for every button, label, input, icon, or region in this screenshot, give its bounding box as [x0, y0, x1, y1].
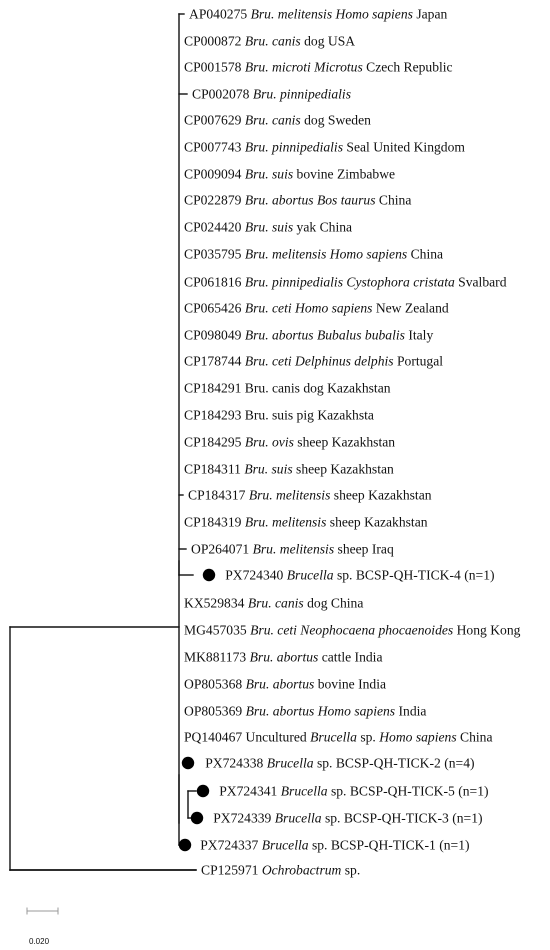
taxon-label — [184, 381, 391, 396]
taxon-label-part: CP061816 — [184, 274, 245, 290]
taxon-label-part: CP184291 Bru. canis dog Kazakhstan — [184, 380, 391, 396]
taxon-label-part: Bru. suis — [244, 219, 294, 235]
taxon-label-part: CP002078 — [192, 86, 253, 102]
taxon-label — [184, 354, 443, 369]
sample-marker-icon — [179, 839, 191, 851]
taxon-label-part: MG457035 — [184, 622, 251, 638]
taxon-label-part: Bru. abortus — [245, 676, 315, 692]
taxon-label-part: Bru. melitensis Homo sapiens — [250, 6, 413, 22]
taxon-label-part: Homo sapiens — [379, 729, 457, 745]
taxon-label-part: Bru. canis — [244, 112, 301, 128]
taxon-t12 — [184, 301, 449, 316]
taxon-t33 — [10, 863, 360, 878]
taxon-label-part: Japan — [412, 6, 448, 22]
sample-marker-icon — [197, 785, 209, 797]
taxon-t25 — [184, 650, 383, 665]
taxon-label-part: yak China — [293, 219, 353, 235]
taxon-label-part: sp. BCSP-QH-TICK-4 (n=1) — [333, 567, 495, 583]
taxon-label — [184, 650, 383, 665]
taxon-t22 — [179, 568, 495, 584]
taxon-label-part: CP009094 — [184, 166, 245, 182]
taxon-label — [184, 140, 465, 155]
taxon-t02 — [184, 34, 355, 49]
taxon-label — [205, 756, 474, 772]
taxon-label-part: Brucella — [280, 783, 328, 799]
taxon-label-part: Bru. suis — [244, 461, 293, 477]
taxon-label-part: Bru. suis — [244, 166, 294, 182]
taxon-label — [184, 167, 395, 182]
taxon-t27 — [184, 704, 426, 719]
taxon-label-part: Bru. melitensis Homo sapiens — [244, 246, 408, 262]
taxon-label-part: OP805368 — [184, 676, 246, 692]
taxon-label — [184, 677, 386, 692]
taxon-t29 — [182, 756, 475, 772]
taxon-label — [184, 301, 449, 316]
taxon-t20 — [184, 515, 428, 530]
taxon-t11 — [184, 275, 507, 290]
taxon-label — [189, 7, 447, 22]
taxon-label-part: Hong Kong — [453, 622, 521, 638]
taxon-label — [184, 247, 443, 262]
taxon-label-part: PQ140467 Uncultured — [184, 729, 311, 745]
taxon-label-part: Bru. ceti Neophocaena phocaenoides — [250, 622, 454, 638]
taxon-label-part: PX724338 — [205, 755, 267, 771]
taxon-t26 — [184, 677, 386, 692]
taxon-label — [184, 408, 374, 423]
taxon-label-part: Brucella — [266, 755, 314, 771]
taxon-label-part: CP184319 — [184, 514, 245, 530]
sample-marker-icon — [182, 757, 194, 769]
taxon-label-part: Bru. microti Microtus — [244, 59, 363, 75]
taxon-label-part: Brucella — [274, 810, 322, 826]
taxon-t03 — [184, 60, 453, 75]
taxon-label — [184, 193, 411, 208]
taxon-label-part: sp. BCSP-QH-TICK-2 (n=4) — [313, 755, 475, 771]
taxon-label — [200, 838, 469, 854]
taxon-label-part: Bru. ceti Delphinus delphis — [244, 353, 394, 369]
taxon-label-part: sp. — [356, 729, 380, 745]
taxon-label-part: CP184311 — [184, 461, 245, 477]
taxon-label — [184, 34, 355, 49]
taxon-label-part: Bru. melitensis — [248, 487, 331, 503]
taxon-label-part: sp. — [341, 862, 361, 878]
taxon-label-part: MK881173 — [184, 649, 250, 665]
taxon-label-part: AP040275 — [189, 6, 251, 22]
taxon-t28 — [184, 730, 493, 745]
taxon-label-part: bovine Zimbabwe — [293, 166, 396, 182]
taxon-label-part: sp. BCSP-QH-TICK-5 (n=1) — [327, 783, 489, 799]
taxon-label — [219, 784, 488, 800]
taxon-label-part: Bru. pinnipedialis — [252, 86, 351, 102]
taxon-label-part: CP184293 Bru. suis pig Kazakhsta — [184, 407, 374, 423]
taxon-label — [184, 328, 433, 343]
taxon-label-part: KX529834 — [184, 595, 248, 611]
taxon-label-part: Bru. abortus Bubalus bubalis — [244, 327, 405, 343]
taxon-label — [225, 568, 494, 584]
taxon-label-part: dog China — [303, 595, 364, 611]
taxon-label-part: Bru. canis — [244, 33, 301, 49]
scale-bar-group — [27, 908, 58, 946]
taxon-label-part: Bru. abortus Bos taurus — [244, 192, 376, 208]
taxon-label-part: sp. BCSP-QH-TICK-1 (n=1) — [308, 837, 470, 853]
taxon-label-part: OP805369 — [184, 703, 246, 719]
taxon-label-part: Czech Republic — [362, 59, 453, 75]
taxon-label-part: Bru. melitensis — [244, 514, 327, 530]
taxon-label-part: Portugal — [393, 353, 444, 369]
taxon-label-part: Bru. pinnipedialis — [244, 139, 343, 155]
taxon-label-part: sheep Kazakhstan — [330, 487, 432, 503]
tree-leaves — [10, 7, 521, 878]
taxon-t13 — [184, 328, 433, 343]
taxon-label — [188, 488, 432, 503]
taxon-label-part: Bru. canis — [247, 595, 304, 611]
taxon-label-part: Bru. ovis — [244, 434, 294, 450]
taxon-label-part: India — [395, 703, 427, 719]
taxon-label-part: CP125971 — [201, 862, 262, 878]
taxon-label-part: Bru. melitensis — [252, 541, 335, 557]
taxon-label-part: Bru. ceti Homo sapiens — [244, 300, 373, 316]
taxon-label — [213, 811, 482, 827]
taxon-label-part: PX724339 — [213, 810, 275, 826]
taxon-label-part: dog USA — [300, 33, 356, 49]
taxon-label — [184, 704, 426, 719]
taxon-label-part: CP098049 — [184, 327, 245, 343]
taxon-label-part: PX724337 — [200, 837, 262, 853]
taxon-t17 — [184, 435, 395, 450]
taxon-t16 — [184, 408, 374, 423]
taxon-t04 — [179, 87, 351, 102]
taxon-label-part: CP022879 — [184, 192, 245, 208]
taxon-label — [184, 113, 371, 128]
taxon-label-part: sheep Kazakhstan — [326, 514, 428, 530]
taxon-label-part: CP065426 — [184, 300, 245, 316]
taxon-label — [184, 462, 394, 477]
taxon-t01 — [179, 7, 447, 22]
scale-label: 0.020 — [29, 937, 50, 946]
taxon-label-part: Brucella — [310, 729, 357, 745]
taxon-label-part: CP007629 — [184, 112, 245, 128]
taxon-t10 — [184, 247, 443, 262]
taxon-t18 — [184, 462, 394, 477]
taxon-label — [184, 623, 521, 638]
taxon-label — [191, 542, 394, 557]
taxon-label-part: Ochrobactrum — [261, 862, 342, 878]
taxon-label-part: sheep Kazakhstan — [293, 434, 396, 450]
tree-branches — [10, 14, 196, 870]
taxon-label — [184, 220, 352, 235]
taxon-label — [184, 435, 395, 450]
taxon-label — [184, 515, 428, 530]
taxon-label-part: OP264071 — [191, 541, 253, 557]
taxon-label-part: dog Sweden — [300, 112, 371, 128]
taxon-label — [184, 596, 363, 611]
taxon-label-part: CP184317 — [188, 487, 249, 503]
taxon-label-part: CP184295 — [184, 434, 245, 450]
taxon-t14 — [184, 354, 443, 369]
taxon-label-part: cattle India — [318, 649, 383, 665]
taxon-t30 — [188, 784, 489, 800]
taxon-label-part: CP000872 — [184, 33, 245, 49]
taxon-t07 — [184, 167, 395, 182]
taxon-label-part: CP007743 — [184, 139, 245, 155]
taxon-label — [192, 87, 351, 102]
taxon-t31 — [188, 811, 483, 827]
taxon-label-part: PX724340 — [225, 567, 287, 583]
taxon-label-part: New Zealand — [372, 300, 449, 316]
taxon-label-part: sheep Iraq — [334, 541, 394, 557]
taxon-label-part: sp. BCSP-QH-TICK-3 (n=1) — [321, 810, 483, 826]
taxon-t06 — [184, 140, 465, 155]
sample-marker-icon — [191, 812, 203, 824]
taxon-t05 — [184, 113, 371, 128]
taxon-t09 — [184, 220, 352, 235]
taxon-t15 — [184, 381, 391, 396]
taxon-label-part: Bru. pinnipedialis Cystophora cristata — [244, 274, 455, 290]
taxon-t21 — [179, 542, 394, 557]
taxon-label-part: CP001578 — [184, 59, 245, 75]
taxon-t23 — [184, 596, 363, 611]
taxon-label-part: CP035795 — [184, 246, 245, 262]
taxon-label — [184, 60, 453, 75]
taxon-t32 — [179, 838, 470, 854]
taxon-label-part: sheep Kazakhstan — [292, 461, 394, 477]
sample-marker-icon — [203, 569, 215, 581]
taxon-label-part: Italy — [404, 327, 434, 343]
taxon-label — [184, 730, 493, 745]
taxon-label-part: Bru. abortus — [249, 649, 319, 665]
taxon-label-part: bovine India — [314, 676, 387, 692]
taxon-label-part: China — [375, 192, 412, 208]
taxon-t24 — [184, 623, 521, 638]
taxon-label-part: PX724341 — [219, 783, 281, 799]
taxon-label-part: Brucella — [286, 567, 334, 583]
taxon-label-part: China — [407, 246, 444, 262]
taxon-label-part: Svalbard — [454, 274, 507, 290]
taxon-label-part: Bru. abortus Homo sapiens — [245, 703, 396, 719]
taxon-label-part: China — [456, 729, 493, 745]
taxon-t19 — [179, 488, 432, 503]
taxon-label — [184, 275, 507, 290]
taxon-label-part: CP024420 — [184, 219, 245, 235]
taxon-t08 — [184, 193, 411, 208]
taxon-label-part: CP178744 — [184, 353, 245, 369]
taxon-label-part: Brucella — [261, 837, 309, 853]
taxon-label — [201, 863, 360, 878]
taxon-label-part: Seal United Kingdom — [343, 139, 465, 155]
